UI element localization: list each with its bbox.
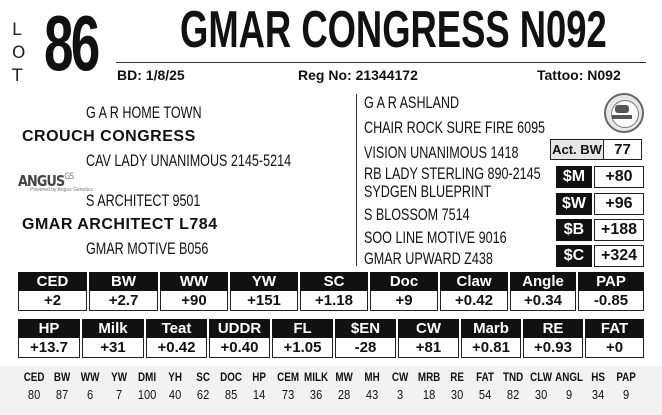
percentile-header: WW — [81, 370, 100, 384]
epd-table-row-1 — [17, 272, 645, 312]
epd-cw: CW +81 — [397, 319, 460, 358]
epd-ced: CED +2 — [17, 272, 88, 311]
percentile-value: 54 — [478, 387, 492, 402]
certification-seal-icon — [604, 93, 644, 133]
epd-doc: Doc +9 — [369, 272, 439, 311]
percentile-value: 30 — [450, 387, 463, 402]
pedigree-sire: CROUCH CONGRESS — [22, 128, 196, 145]
index-m-label: $M — [556, 166, 592, 188]
epd-milk: Milk +31 — [81, 319, 145, 358]
pedigree-divider — [356, 94, 357, 266]
registration-number — [298, 67, 418, 83]
epd-en: $EN -28 — [334, 319, 397, 358]
lot-letter-t: T — [12, 66, 24, 86]
percentile-value: 6 — [87, 387, 94, 402]
index-c-value: +324 — [594, 245, 644, 267]
percentile-value: 40 — [168, 387, 182, 402]
percentile-header: CED — [23, 370, 45, 384]
percentile-header: CLW — [530, 370, 553, 384]
percentile-value: 9 — [566, 387, 573, 402]
pedigree-dam-dam: GMAR MOTIVE B056 — [86, 239, 209, 258]
pedigree-right-1: G A R ASHLAND — [364, 93, 460, 112]
index-m — [556, 166, 644, 188]
index-w-value: +96 — [594, 193, 644, 215]
percentile-header: HP — [252, 370, 267, 384]
epd-bw: BW +2.7 — [88, 272, 159, 311]
percentile-value: 100 — [137, 387, 157, 402]
percentile-value: 28 — [337, 387, 351, 402]
percentile-value: 9 — [622, 387, 629, 402]
actual-bw-value: 77 — [614, 141, 631, 158]
percentile-value: 43 — [366, 387, 379, 402]
lot-letter-l: L — [12, 20, 23, 40]
index-c-label: $C — [556, 245, 592, 267]
percentile-rank-row — [20, 370, 650, 410]
percentile-value: 7 — [115, 387, 122, 402]
percentile-header: MH — [364, 370, 380, 384]
percentile-value: 30 — [535, 387, 548, 402]
index-b — [556, 219, 644, 241]
percentile-header: MW — [335, 370, 353, 384]
epd-fl: FL +1.05 — [271, 319, 334, 358]
epd-table-row-2 — [17, 319, 645, 359]
epd-ww: WW +90 — [159, 272, 229, 311]
index-w-label: $W — [556, 193, 592, 215]
epd-pap: PAP -0.85 — [577, 272, 645, 311]
percentile-header: MILK — [303, 370, 328, 384]
percentile-header: FAT — [476, 370, 494, 384]
pedigree-right-4: RB LADY STERLING 890-2145 — [364, 164, 541, 183]
percentile-value: 3 — [397, 387, 404, 402]
percentile-value: 18 — [422, 387, 435, 402]
percentile-header: YH — [168, 370, 182, 384]
epd-uddr: UDDR +0.40 — [208, 319, 271, 358]
percentile-header: RE — [449, 370, 464, 384]
actual-bw-label: Act. BW — [551, 140, 604, 159]
animal-name-title: GMAR CONGRESS N092 — [180, 1, 607, 59]
epd-teat: Teat +0.42 — [145, 319, 208, 358]
pedigree-right-7: SOO LINE MOTIVE 9016 — [364, 228, 507, 247]
percentile-header: SC — [196, 370, 210, 384]
angus-gs-logo: $ANGUS^{GS}$ — [18, 172, 74, 190]
epd-yw: YW +151 — [229, 272, 299, 311]
percentile-value: 34 — [591, 387, 604, 402]
tattoo-label: Tattoo: — [537, 67, 584, 83]
bd-label: BD: — [117, 67, 142, 83]
percentile-header: CEM — [276, 370, 299, 384]
epd-marb: Marb +0.81 — [460, 319, 522, 358]
pedigree-sire-dam: CAV LADY UNANIMOUS 2145-5214 — [86, 151, 292, 170]
pedigree-right-8: GMAR UPWARD Z438 — [364, 249, 493, 268]
percentile-header: YW — [110, 370, 127, 384]
percentile-value: 80 — [27, 387, 41, 402]
pedigree-right-6: S BLOSSOM 7514 — [364, 205, 470, 224]
lot-letter-o: O — [12, 43, 27, 63]
percentile-value: 62 — [197, 387, 210, 402]
pedigree-right-5: SYDGEN BLUEPRINT — [364, 182, 492, 201]
pedigree-dam: GMAR ARCHITECT L784 — [22, 216, 218, 233]
percentile-header: DOC — [220, 370, 243, 384]
actual-bw-box — [550, 139, 642, 160]
reg-value: 21344172 — [355, 67, 418, 83]
pedigree-right-3: VISION UNANIMOUS 1418 — [364, 143, 519, 162]
epd-claw: Claw +0.42 — [439, 272, 509, 311]
reg-label: Reg No: — [298, 67, 352, 83]
percentile-header: BW — [54, 370, 71, 384]
epd-hp: HP +13.7 — [17, 319, 81, 358]
index-b-label: $B — [556, 219, 592, 241]
epd-sc: SC +1.18 — [299, 272, 369, 311]
percentile-header: CW — [392, 370, 409, 384]
percentile-value: 87 — [56, 387, 69, 402]
tattoo — [537, 67, 621, 83]
pedigree-sire-sire: G A R HOME TOWN — [86, 103, 202, 122]
angus-gs-logo-subtitle: Powered by Angus Genetics — [30, 187, 93, 193]
percentile-header: TND — [503, 370, 524, 384]
bd-value: 1/8/25 — [145, 67, 185, 83]
birth-date — [117, 67, 185, 83]
pedigree-right-2: CHAIR ROCK SURE FIRE 6095 — [364, 118, 546, 137]
percentile-header: MRB — [417, 370, 440, 384]
index-w — [556, 193, 644, 215]
title-divider — [116, 62, 646, 63]
percentile-value: 14 — [253, 387, 266, 402]
percentile-header: HS — [590, 370, 605, 384]
index-b-value: +188 — [594, 219, 644, 241]
lot-number: 86 — [44, 0, 98, 87]
epd-fat: FAT +0 — [584, 319, 645, 358]
tattoo-value: N092 — [587, 67, 621, 83]
pedigree-dam-sire: S ARCHITECT 9501 — [86, 191, 201, 210]
epd-re: RE +0.93 — [522, 319, 584, 358]
percentile-value: 85 — [225, 387, 238, 402]
percentile-header: ANGL — [555, 370, 584, 384]
percentile-value: 82 — [507, 387, 520, 402]
index-c — [556, 245, 644, 267]
percentile-value: 36 — [309, 387, 323, 402]
percentile-header: PAP — [616, 370, 636, 384]
percentile-header: DMI — [137, 370, 156, 384]
epd-angle: Angle +0.34 — [509, 272, 577, 311]
index-m-value: +80 — [594, 166, 644, 188]
percentile-value: 73 — [281, 387, 294, 402]
